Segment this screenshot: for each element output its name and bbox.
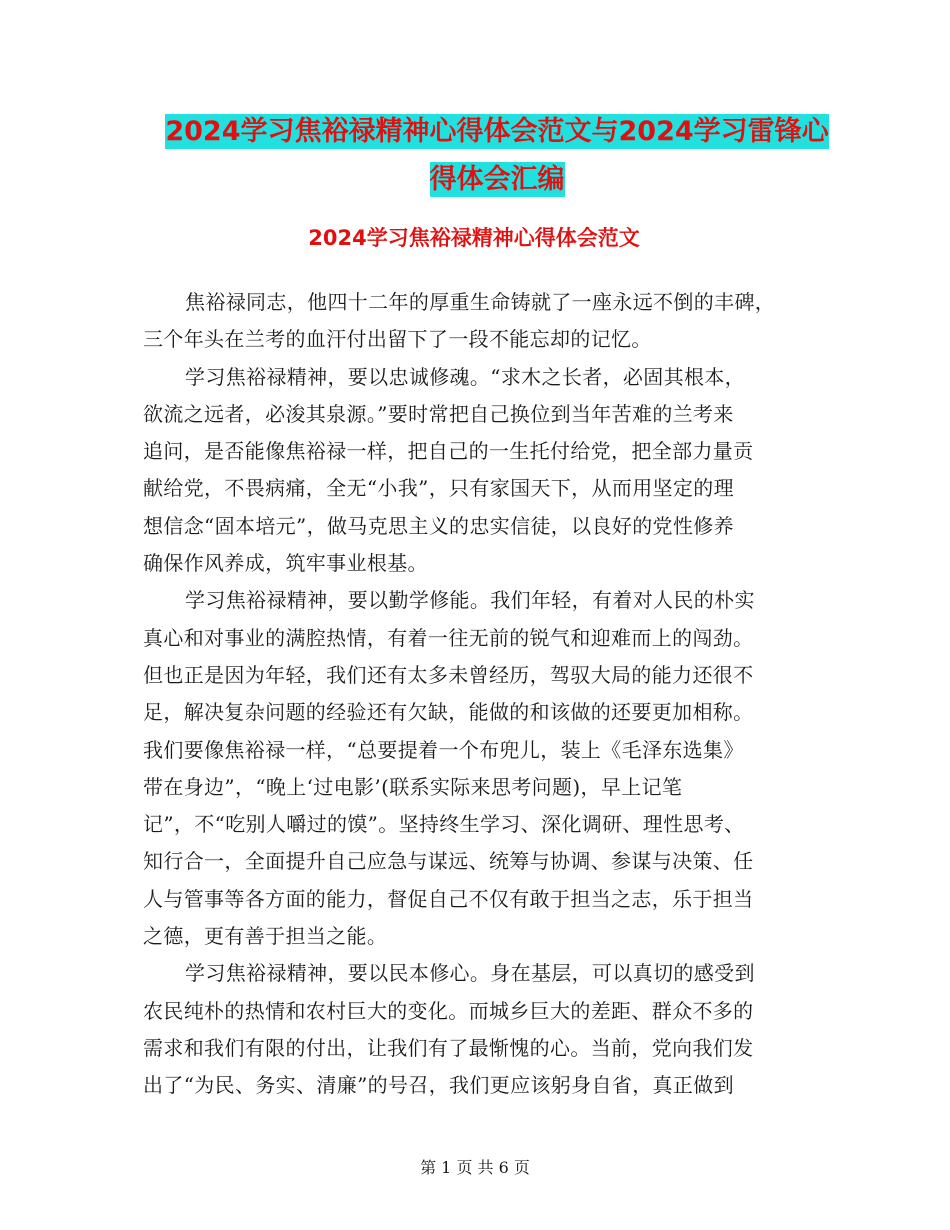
text-line: 欲流之远者，必浚其泉源。”要时常把自己换位到当年苦难的兰考来	[143, 401, 734, 426]
text-line: 知行合一，全面提升自己应急与谋远、统筹与协调、参谋与决策、任	[143, 849, 754, 874]
text-line: 出了“为民、务实、清廉”的号召，我们更应该躬身自省，真正做到	[143, 1073, 734, 1098]
text-line: 足，解决复杂问题的经验还有欠缺，能做的和该做的还要更加相称。	[143, 700, 754, 725]
text-line: 焦裕禄同志，他四十二年的厚重生命铸就了一座永远不倒的丰碑，	[185, 290, 776, 314]
text-line: 记”，不“吃别人嚼过的馍”。坚持终生学习、深化调研、理性思考、	[143, 812, 745, 837]
text-line: 但也正是因为年轻，我们还有太多未曾经历，驾驭大局的能力还很不	[143, 662, 754, 687]
document-title-line-2: 得体会汇编	[429, 164, 565, 195]
text-line: 真心和对事业的满腔热情，有着一往无前的锐气和迎难而上的闯劲。	[143, 625, 754, 650]
body-text	[143, 284, 807, 1105]
text-line: 我们要像焦裕禄一样，“总要提着一个布兜儿，装上《毛泽东选集》	[143, 737, 744, 762]
text-line: 想信念“固本培元”，做马克思主义的忠实信徒，以良好的党性修养	[143, 513, 734, 538]
text-line: 追问，是否能像焦裕禄一样，把自己的一生托付给党，把全部力量贡	[143, 439, 754, 464]
text-line: 之德，更有善于担当之能。	[143, 924, 388, 949]
page-footer: 第 1 页 共 6 页	[420, 1158, 530, 1177]
text-line: 带在身边”，“晚上‘过电影’(联系实际来思考问题)，早上记笔	[143, 774, 683, 799]
document-title-line-1: 2024学习焦裕禄精神心得体会范文与2024学习雷锋心	[165, 116, 829, 147]
text-line: 农民纯朴的热情和农村巨大的变化。而城乡巨大的差距、群众不多的	[143, 998, 754, 1023]
text-line: 确保作风养成，筑牢事业根基。	[143, 551, 428, 576]
document-title	[140, 108, 854, 204]
text-line: 学习焦裕禄精神，要以忠诚修魂。“求木之长者，必固其根本，	[185, 364, 746, 389]
text-line: 需求和我们有限的付出，让我们有了最惭愧的心。当前，党向我们发	[143, 1035, 754, 1060]
text-line: 三个年头在兰考的血汗付出留下了一段不能忘却的记忆。	[143, 327, 652, 352]
text-line: 学习焦裕禄精神，要以勤学修能。我们年轻，有着对人民的朴实	[185, 588, 755, 613]
text-line: 人与管事等各方面的能力，督促自己不仅有敢于担当之志，乐于担当	[143, 886, 754, 911]
text-line: 献给党，不畏病痛，全无“小我”，只有家国天下，从而用坚定的理	[143, 476, 734, 501]
text-line: 学习焦裕禄精神，要以民本修心。身在基层，可以真切的感受到	[185, 961, 755, 986]
section-title: 2024学习焦裕禄精神心得体会范文	[308, 226, 640, 250]
